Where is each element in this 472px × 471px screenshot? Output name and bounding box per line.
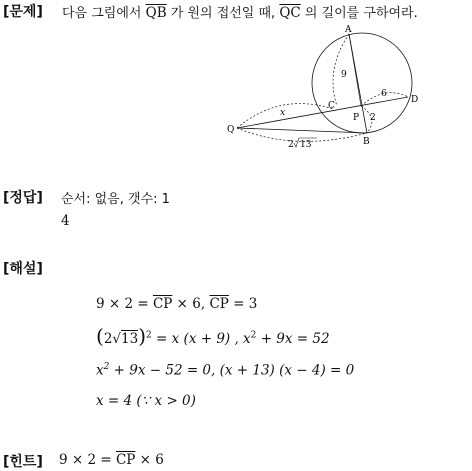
answer-label: [정답]	[3, 190, 43, 206]
problem-text-before: 다음 그림에서	[62, 6, 146, 21]
problem-label: [문제]	[3, 4, 43, 20]
segment-cp: $\overline{CP}$	[152, 296, 173, 312]
solution-l2-exp: 2	[146, 330, 152, 341]
solution-l1-a: 9 × 2 =	[96, 296, 153, 312]
point-a: A	[345, 25, 352, 35]
problem-text	[62, 2, 418, 21]
solution-l2-two: 2	[103, 331, 113, 347]
hint-b: × 6	[135, 452, 164, 468]
label-six: 6	[381, 89, 387, 99]
solution-line-4: x = 4 (∵ x > 0)	[96, 393, 196, 409]
solution-line-1	[96, 296, 257, 312]
label-2sqrt13-prefix: 2	[288, 140, 294, 150]
point-b: B	[363, 137, 370, 147]
segment-cp-2: $\overline{CP}$	[209, 296, 229, 312]
answer-meta: 순서: 없음, 갯수: 1	[61, 192, 170, 207]
solution-l1-c: = 3	[228, 296, 258, 312]
label-sqrt13: 13	[300, 140, 312, 150]
point-q: Q	[227, 125, 235, 135]
hint-text	[59, 452, 164, 468]
solution-line-2	[96, 324, 330, 348]
solution-l3-b: + 9x − 52 = 0, (x + 13) (x − 4) = 0	[109, 362, 355, 379]
point-c: C	[328, 101, 335, 111]
solution-l2-rhs: = x (x + 9) , x	[151, 331, 251, 347]
solution-l3-exp: 2	[103, 362, 110, 372]
solution-l2-radicand: 13	[121, 331, 139, 347]
problem-text-after: 의 길이를 구하여라.	[300, 6, 418, 21]
hint-label: [힌트]	[3, 454, 43, 470]
answer-value: 4	[61, 213, 70, 229]
solution-l2-tail: + 9x = 52	[256, 331, 330, 347]
point-d: D	[411, 95, 419, 105]
label-nine: 9	[341, 70, 347, 80]
solution-l3-a: x	[96, 362, 104, 379]
solution-line-3	[96, 362, 354, 379]
open-paren: (	[96, 324, 104, 348]
label-x: x	[280, 108, 286, 118]
solution-l2-exp2: 2	[250, 330, 257, 341]
problem-text-mid: 가 원의 접선일 때,	[166, 6, 280, 21]
segment-qc: $\overline{QC}$	[279, 5, 301, 21]
solution-label: [해설]	[3, 261, 43, 277]
hint-a: 9 × 2 =	[59, 452, 116, 468]
radical-icon: √	[112, 331, 122, 347]
circle	[312, 33, 412, 133]
hint-segment-cp: $\overline{CP}$	[115, 452, 136, 468]
solution-l1-b: × 6,	[172, 296, 210, 312]
label-two: 2	[370, 113, 376, 123]
secant-qd	[237, 97, 408, 128]
geometry-figure	[225, 20, 425, 155]
segment-ap	[349, 34, 361, 106]
segment-qb: $\overline{QB}$	[145, 5, 167, 21]
point-p: P	[353, 113, 360, 123]
close-paren: )	[138, 324, 147, 348]
